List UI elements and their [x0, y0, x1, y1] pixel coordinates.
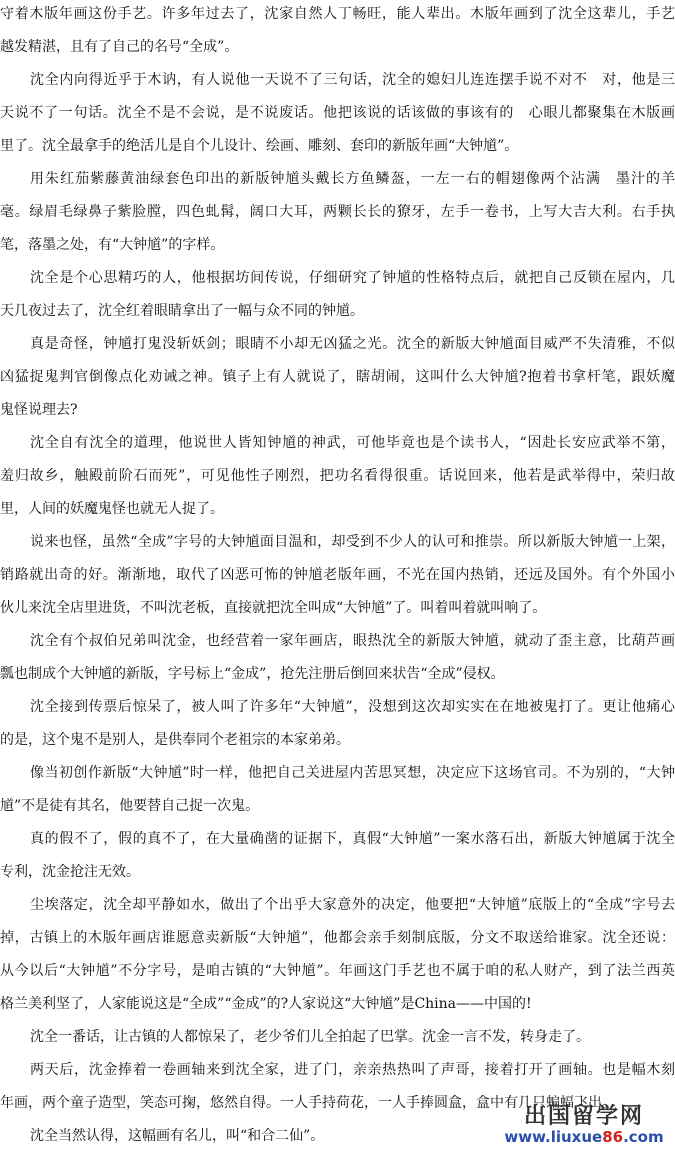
text-line: 的是，这个鬼不是别人，是供奉同个老祖宗的本家弟弟。: [0, 732, 350, 748]
paragraph: [0, 163, 675, 262]
text-line: 羞归故乡，触殿前阶石而死”，可见他性子刚烈，把功名看得很重。话说回来，他若是武举得中，荣归故: [0, 468, 675, 484]
text-line: 两天后，沈金捧着一卷画轴来到沈全家，进了门，亲亲热热叫了声哥，接着打开了画轴。也是幅木刻: [30, 1062, 675, 1078]
paragraph: [0, 823, 675, 889]
text-line: 掉，古镇上的木版年画店谁愿意卖新版“大钟馗”，他都会亲手刻制底版，分文不取送给谁家。沈全还说：: [0, 930, 675, 946]
text-line: 鬼怪说理去?: [0, 402, 78, 418]
text-line: 真是奇怪，钟馗打鬼没斩妖剑；眼睛不小却无凶猛之光。沈全的新版大钟馗面目威严不失清雅，不似: [30, 336, 675, 352]
text-line: 沈全一番话，让古镇的人都惊呆了，老少爷们儿全拍起了巴掌。沈金一言不发，转身走了。: [30, 1029, 590, 1045]
text-line: 笔，落墨之处，有“大钟馗”的字样。: [0, 237, 225, 253]
text-line: 尘埃落定，沈全却平静如水，做出了个出乎大家意外的决定，他要把“大钟馗”底版上的“全成”字号去: [30, 897, 675, 913]
text-line: 沈全内向得近乎于木讷，有人说他一天说不了三句话，沈全的媳妇儿连连摆手说不对不 对，他是三: [30, 72, 675, 88]
watermark-logo: [499, 1105, 669, 1145]
text-line: 毫。绿眉毛绿鼻子紫脸膛，四色虬髯，阔口大耳，两颗长长的獠牙，左手一卷书，上写大吉大利。右手执: [0, 204, 675, 220]
text-line: 天几夜过去了，沈全红着眼睛拿出了一幅与众不同的钟馗。: [0, 303, 364, 319]
text-line: 销路就出奇的好。渐渐地，取代了凶恶可怖的钟馗老版年画，不光在国内热销，还远及国外。有个外国小: [0, 567, 675, 583]
text-line: 从今以后“大钟馗”不分字号，是咱古镇的“大钟馗”。年画这门手艺也不属于咱的私人财产，到了法兰西英: [0, 963, 675, 979]
text-line: 沈全是个心思精巧的人，他根据坊间传说，仔细研究了钟馗的性格特点后，就把自己反锁在屋内，几: [30, 270, 675, 286]
paragraph: [0, 526, 675, 625]
paragraph: [0, 757, 675, 823]
paragraph: [0, 889, 675, 1021]
text-line: 沈全当然认得，这幅画有名儿，叫“和合二仙”。: [30, 1128, 325, 1144]
text-line: 像当初创作新版“大钟馗”时一样，他把自己关进屋内苦思冥想，决定应下这场官司。不为别的，“大钟: [30, 765, 675, 781]
text-line: 越发精湛，且有了自己的名号“全成”。: [0, 39, 239, 55]
watermark-url-suffix: .com: [623, 1128, 664, 1146]
text-line: 年画，两个童子造型，笑态可掬，悠然自得。一人手持荷花，一人手捧圆盒，盒中有几只蝙蝠飞出。: [0, 1095, 616, 1111]
text-line: 真的假不了，假的真不了，在大量确凿的证据下，真假“大钟馗”一案水落石出，新版大钟馗属于沈全: [30, 831, 675, 847]
text-line: 专利，沈金抢注无效。: [0, 864, 140, 880]
text-line: 天说不了一句话。沈全不是不会说，是不说废话。他把该说的话该做的事该有的 心眼儿都聚集在木版画: [0, 105, 675, 121]
watermark-title: 出国留学网: [523, 1104, 644, 1129]
paragraph: [0, 691, 675, 757]
paragraph: [0, 427, 675, 526]
text-line: 用朱红茄紫藤黄油绿套色印出的新版钟馗头戴长方鱼鳞盔，一左一右的帽翅像两个沾满 墨汁的羊: [30, 171, 675, 187]
watermark-url: [499, 1129, 669, 1145]
text-line: 说来也怪，虽然“全成”字号的大钟馗面目温和，却受到不少人的认可和推崇。所以新版大钟馗一上架，: [30, 534, 675, 550]
text-line: 瓢也制成个大钟馗的新版，字号标上“金成”，抢先注册后倒回来状告“全成”侵权。: [0, 666, 505, 682]
paragraph: [0, 64, 675, 163]
text-line: 伙儿来沈全店里进货，不叫沈老板，直接就把沈全叫成“大钟馗”了。叫着叫着就叫响了。: [0, 600, 547, 616]
paragraph: [0, 625, 675, 691]
paragraph: [0, 262, 675, 328]
paragraph: [0, 328, 675, 427]
text-line: 沈全自有沈全的道理，他说世人皆知钟馗的神武，可他毕竟也是个读书人，“因赴长安应武举不第，: [30, 435, 675, 451]
text-line: 沈全接到传票后惊呆了，被人叫了许多年“大钟馗”，没想到这次却实实在在地被鬼打了。更让他痛心: [30, 699, 675, 715]
text-line: 馗”不是徒有其名，他要替自己捉一次鬼。: [0, 798, 260, 814]
text-line: 里，人间的妖魔鬼怪也就无人捉了。: [0, 501, 224, 517]
text-line: 沈全有个叔伯兄弟叫沈金，也经营着一家年画店，眼热沈全的新版大钟馗，就动了歪主意，比葫芦画: [30, 633, 675, 649]
paragraph: [0, 0, 675, 64]
watermark-url-highlight: 86: [602, 1128, 624, 1146]
paragraph: [0, 1021, 675, 1054]
text-line: 格兰美利坚了，人家能说这是“全成”“金成”的?人家说这“大钟馗”是China——中国的!: [0, 996, 532, 1012]
text-line: 守着木版年画这份手艺。许多年过去了，沈家自然人丁畅旺，能人辈出。木版年画到了沈全这辈儿，手艺: [0, 6, 675, 22]
text-line: 里了。沈全最拿手的绝活儿是自个儿设计、绘画、雕刻、套印的新版年画“大钟馗”。: [0, 138, 519, 154]
watermark-url-prefix: www.liuxue: [504, 1128, 603, 1146]
text-line: 凶猛捉鬼判官倒像点化劝诫之神。镇子上有人就说了，瞎胡闹，这叫什么大钟馗?抱着书拿杆笔，跟妖魔: [0, 369, 675, 385]
